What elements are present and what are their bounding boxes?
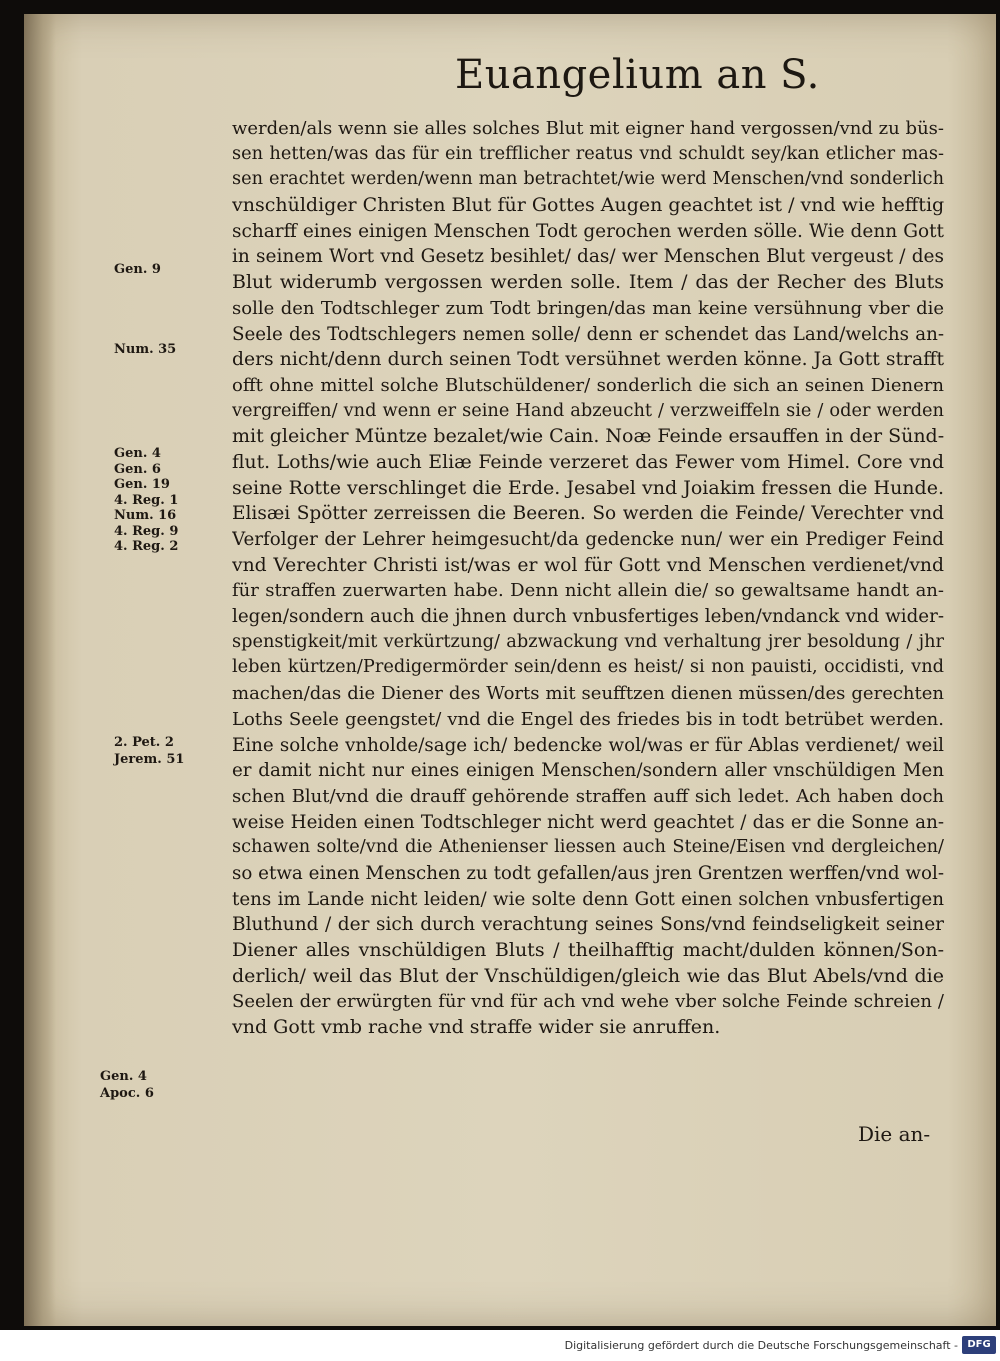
margin-note-group-1 bbox=[114, 446, 224, 555]
text-line: vnd Verechter Christi ist/was er wol für Gott vnd Menschen verdienet/vnd bbox=[232, 554, 944, 576]
margin-ref: 2. Pet. 2 bbox=[114, 735, 174, 750]
text-line: Bluthund / der sich durch verachtung seines Sons/vnd feindseligkeit seiner bbox=[232, 914, 944, 936]
text-line: machen/das die Diener des Worts mit seufftzen dienen müssen/des gerechten bbox=[232, 683, 944, 705]
text-line: in seinem Wort vnd Gesetz besihlet/ das/ wer Menschen Blut vergeust / des bbox=[232, 246, 944, 268]
footer-bar bbox=[0, 1330, 1000, 1361]
text-line: solle den Todtschleger zum Todt bringen/das man keine versühnung vber die bbox=[232, 297, 944, 319]
margin-note-gen9 bbox=[114, 262, 224, 278]
text-line: scharff eines einigen Menschen Todt gerochen werden sölle. Wie denn Gott bbox=[232, 220, 944, 242]
text-line: flut. Loths/wie auch Eliæ Feinde verzeret das Fewer vom Himel. Core vnd bbox=[232, 451, 944, 473]
text-line: offt ohne mittel solche Blutschüldener/ sonderlich die sich an seinen Dienern bbox=[232, 374, 944, 396]
catchword: Die an- bbox=[858, 1122, 931, 1146]
text-line: Diener alles vnschüldigen Bluts / theilhafftig macht/dulden können/Son- bbox=[232, 939, 944, 961]
text-line: legen/sondern auch die jhnen durch vnbusfertiges leben/vndanck vnd wider- bbox=[232, 606, 944, 628]
page-gutter-shadow bbox=[24, 14, 56, 1326]
margin-ref: 4. Reg. 9 bbox=[114, 523, 179, 539]
text-line: tens im Lande nicht leiden/ wie solte denn Gott einen solchen vnbusfertigen bbox=[232, 888, 944, 910]
text-line: ders nicht/denn durch seinen Todt versühnet werden könne. Ja Gott strafft bbox=[232, 349, 944, 371]
text-line: vnschüldiger Christen Blut für Gottes Augen geachtet ist / vnd wie hefftig bbox=[232, 194, 944, 217]
margin-ref: Gen. 19 bbox=[114, 477, 170, 492]
margin-ref: Num. 16 bbox=[114, 508, 177, 523]
text-line: Verfolger der Lehrer heimgesucht/da gedencke nun/ wer ein Prediger Feind bbox=[232, 529, 944, 550]
text-line: Seele des Todtschlegers nemen solle/ denn er schendet das Land/welchs an- bbox=[232, 323, 944, 345]
text-line: Elisæi Spötter zerreissen die Beeren. So werden die Feinde/ Verechter vnd bbox=[232, 503, 944, 525]
text-line: Blut widerumb vergossen werden solle. Item / das der Recher des Bluts bbox=[232, 271, 944, 294]
margin-ref: Gen. 4 bbox=[114, 446, 161, 461]
margin-note-group-3 bbox=[100, 1068, 210, 1102]
text-line: Seelen der erwürgten für vnd für ach vnd wehe vber solche Feinde schreien / bbox=[232, 991, 944, 1013]
running-head: Euangelium an S. bbox=[455, 52, 820, 98]
margin-ref: Gen. 6 bbox=[114, 461, 161, 477]
text-line: schen Blut/vnd die drauff gehörende straffen auff sich ledet. Ach haben doch bbox=[232, 785, 944, 807]
text-line: für straffen zuerwarten habe. Denn nicht allein die/ so gewaltsame handt an- bbox=[232, 580, 944, 602]
text-line: er damit nicht nur eines einigen Menschen/sondern aller vnschüldigen Men bbox=[232, 760, 944, 782]
text-line: leben kürtzen/Predigermörder sein/denn es heist/ si non pauisti, occidisti, vnd bbox=[232, 657, 944, 678]
margin-ref: Gen. 4 bbox=[100, 1069, 147, 1084]
text-line: schawen solte/vnd die Athenienser liessen auch Steine/Eisen vnd dergleichen/ bbox=[232, 837, 944, 858]
dfg-logo: DFG bbox=[962, 1336, 996, 1354]
text-line: werden/als wenn sie alles solches Blut mit eigner hand vergossen/vnd zu büs- bbox=[232, 118, 944, 139]
text-line: sen hetten/was das für ein trefflicher reatus vnd schuldt sey/kan etlicher mas- bbox=[232, 143, 944, 164]
margin-ref: Jerem. 51 bbox=[114, 752, 185, 767]
text-line: spenstigkeit/mit verkürtzung/ abzwackung vnd verhaltung jrer besoldung / jhr bbox=[232, 631, 944, 652]
text-line: Loths Seele geengstet/ vnd die Engel des friedes bis in todt betrübet werden. bbox=[232, 708, 944, 730]
text-line: mit gleicher Müntze bezalet/wie Cain. Noæ Feinde ersauffen in der Sünd- bbox=[232, 425, 944, 448]
margin-note-group-2 bbox=[114, 734, 224, 768]
margin-note-num35 bbox=[114, 342, 224, 358]
margin-ref: 4. Reg. 1 bbox=[114, 492, 179, 508]
margin-ref: Num. 35 bbox=[114, 342, 177, 357]
text-line: sen erachtet werden/wenn man betrachtet/wie werd Menschen/vnd sonderlich bbox=[232, 169, 944, 190]
text-line: vergreiffen/ vnd wenn er seine Hand abzeucht / verzweiffeln sie / oder werden bbox=[232, 400, 944, 421]
funding-credit: Digitalisierung gefördert durch die Deutsche Forschungsgemeinschaft - bbox=[564, 1339, 958, 1352]
text-line: vnd Gott vmb rache vnd straffe wider sie anruffen. bbox=[232, 1016, 721, 1039]
body-text bbox=[232, 116, 944, 1041]
margin-ref: Gen. 9 bbox=[114, 262, 161, 277]
text-line: Eine solche vnholde/sage ich/ bedencke wol/was er für Ablas verdienet/ weil bbox=[232, 734, 944, 756]
text-line: weise Heiden einen Todtschleger nicht werd geachtet / das er die Sonne an- bbox=[232, 811, 944, 833]
text-line: so etwa einen Menschen zu todt gefallen/aus jren Grentzen werffen/vnd wol- bbox=[232, 862, 944, 884]
margin-ref: Apoc. 6 bbox=[100, 1086, 154, 1101]
margin-ref: 4. Reg. 2 bbox=[114, 539, 179, 554]
text-line: seine Rotte verschlinget die Erde. Jesabel vnd Joiakim fressen die Hunde. bbox=[232, 476, 944, 499]
text-line: derlich/ weil das Blut der Vnschüldigen/gleich wie das Blut Abels/vnd die bbox=[232, 964, 944, 987]
